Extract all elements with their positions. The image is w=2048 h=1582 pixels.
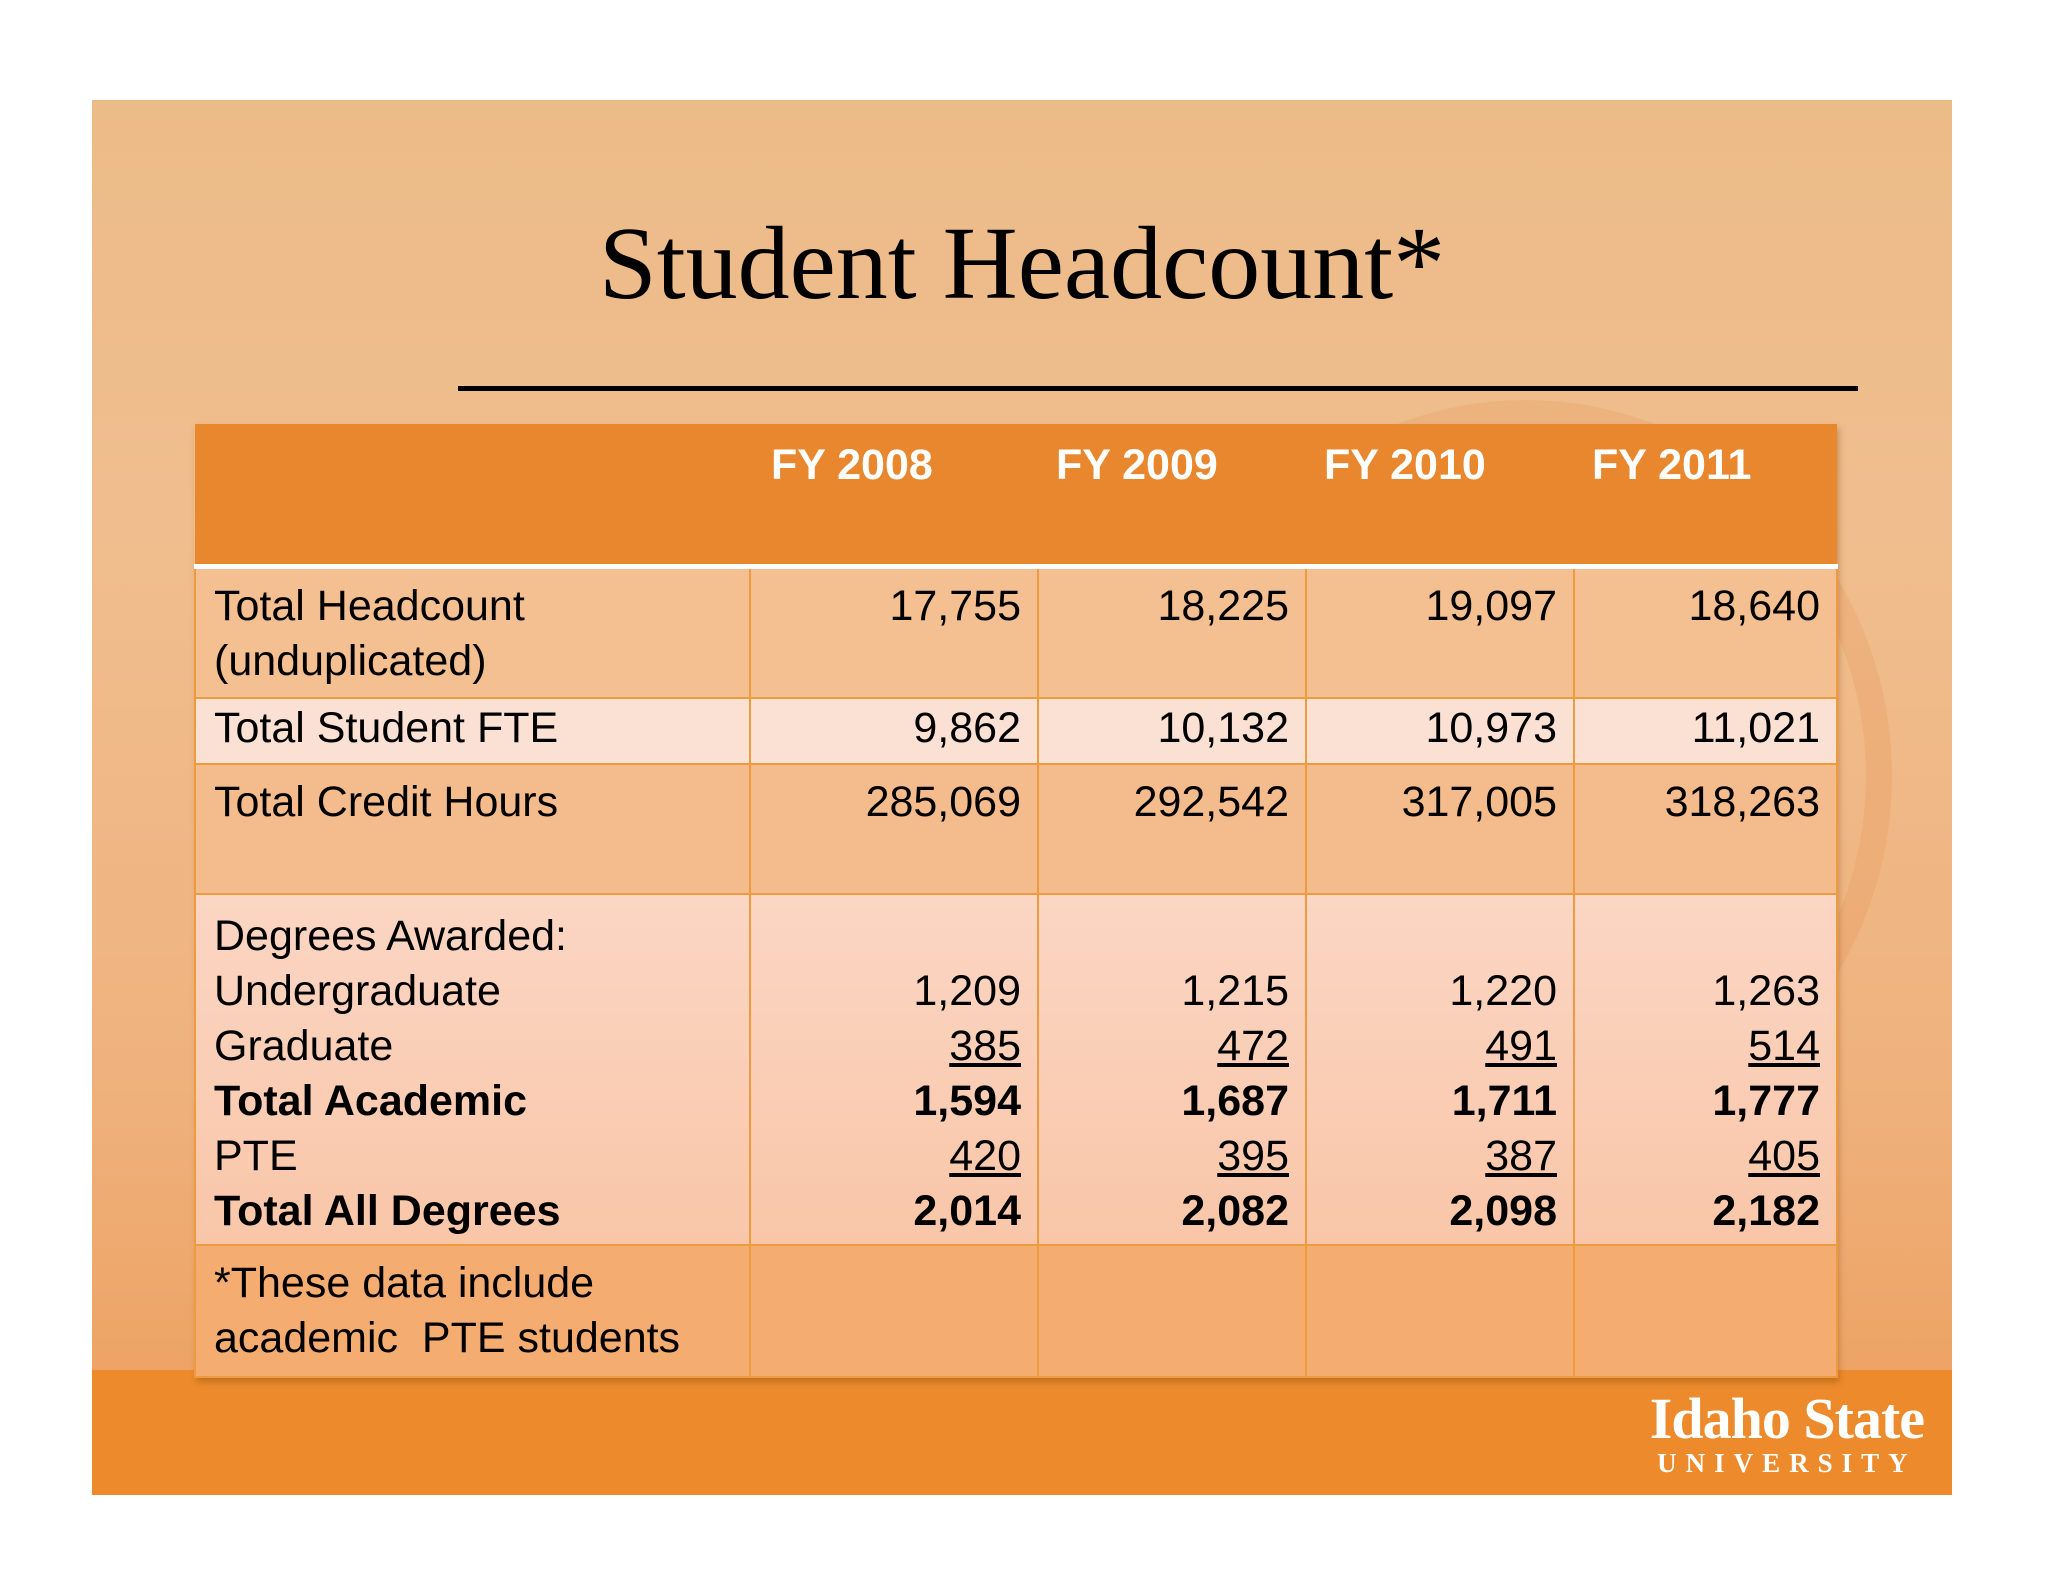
footnote-line: academic PTE students xyxy=(214,1314,681,1362)
table-cell: 9,862 xyxy=(750,698,1038,764)
university-logo xyxy=(1649,1386,1924,1478)
row-label xyxy=(195,894,750,1245)
table-cell: 18,225 xyxy=(1038,567,1306,699)
empty-cell xyxy=(750,1245,1038,1377)
degree-value: 395 xyxy=(1217,1132,1289,1180)
degree-value: 472 xyxy=(1217,1022,1289,1070)
row-label xyxy=(195,567,750,699)
spacer-line xyxy=(751,909,1021,964)
degree-value: 1,220 xyxy=(1449,967,1557,1015)
degree-value: 420 xyxy=(949,1132,1021,1180)
degree-value: 2,014 xyxy=(913,1187,1021,1235)
header-fy2010: FY 2010 xyxy=(1306,424,1574,567)
row-label: Total Credit Hours xyxy=(195,764,750,894)
header-fy2011: FY 2011 xyxy=(1574,424,1837,567)
degree-value: 1,263 xyxy=(1712,967,1820,1015)
headcount-table-wrapper xyxy=(194,424,1836,1378)
table-cell: 317,005 xyxy=(1306,764,1574,894)
empty-cell xyxy=(1306,1245,1574,1377)
degree-value: 514 xyxy=(1748,1022,1820,1070)
degree-value: 405 xyxy=(1748,1132,1820,1180)
row-label-line: (unduplicated) xyxy=(214,637,487,685)
slide-title: Student Headcount* xyxy=(598,206,1446,321)
degree-value: 387 xyxy=(1485,1132,1557,1180)
table-cell xyxy=(1038,894,1306,1245)
table-cell: 318,263 xyxy=(1574,764,1837,894)
table-cell: 19,097 xyxy=(1306,567,1574,699)
table-row-footnote xyxy=(195,1245,1837,1377)
table-row-fte xyxy=(195,698,1837,764)
degree-value: 2,098 xyxy=(1449,1187,1557,1235)
table-cell xyxy=(750,894,1038,1245)
degree-value: 1,687 xyxy=(1181,1077,1289,1125)
degrees-heading: Degrees Awarded: xyxy=(214,912,567,960)
degree-value: 1,209 xyxy=(913,967,1021,1015)
degree-value: 1,777 xyxy=(1712,1077,1820,1125)
row-label-line: Total Headcount xyxy=(214,582,525,630)
degree-value: 1,711 xyxy=(1451,1077,1557,1125)
degree-label-graduate: Graduate xyxy=(214,1022,394,1070)
table-row-credit-hours xyxy=(195,764,1837,894)
header-fy2008: FY 2008 xyxy=(750,424,1038,567)
logo-name: Idaho State xyxy=(1649,1386,1924,1451)
header-fy2009: FY 2009 xyxy=(1038,424,1306,567)
degree-label-pte: PTE xyxy=(214,1132,298,1180)
spacer-line xyxy=(1039,909,1289,964)
empty-cell xyxy=(1038,1245,1306,1377)
degree-label-undergraduate: Undergraduate xyxy=(214,967,501,1015)
footnote xyxy=(195,1245,750,1377)
degree-value: 385 xyxy=(949,1022,1021,1070)
header-row xyxy=(195,424,1837,567)
table-cell: 17,755 xyxy=(750,567,1038,699)
spacer-line xyxy=(1307,909,1557,964)
table-cell xyxy=(1574,894,1837,1245)
table-cell: 18,640 xyxy=(1574,567,1837,699)
degree-value: 2,182 xyxy=(1712,1187,1820,1235)
table-row-headcount xyxy=(195,567,1837,699)
header-cell-blank xyxy=(195,424,750,567)
spacer-line xyxy=(1575,909,1820,964)
degree-label-total-academic: Total Academic xyxy=(214,1077,528,1125)
table-cell: 292,542 xyxy=(1038,764,1306,894)
footnote-line: *These data include xyxy=(214,1259,595,1307)
degree-value: 1,215 xyxy=(1181,967,1289,1015)
empty-cell xyxy=(1574,1245,1837,1377)
logo-subtitle: UNIVERSITY xyxy=(1657,1448,1917,1478)
table-cell: 11,021 xyxy=(1574,698,1837,764)
degree-label-total-all: Total All Degrees xyxy=(214,1187,561,1235)
degree-value: 2,082 xyxy=(1181,1187,1289,1235)
slide xyxy=(92,100,1952,1495)
table-cell xyxy=(1306,894,1574,1245)
row-label: Total Student FTE xyxy=(195,698,750,764)
table-cell: 285,069 xyxy=(750,764,1038,894)
degree-value: 491 xyxy=(1485,1022,1557,1070)
degree-value: 1,594 xyxy=(913,1077,1021,1125)
table-cell: 10,973 xyxy=(1306,698,1574,764)
headcount-table xyxy=(194,424,1838,1378)
title-underline xyxy=(458,386,1858,391)
table-row-degrees xyxy=(195,894,1837,1245)
table-cell: 10,132 xyxy=(1038,698,1306,764)
